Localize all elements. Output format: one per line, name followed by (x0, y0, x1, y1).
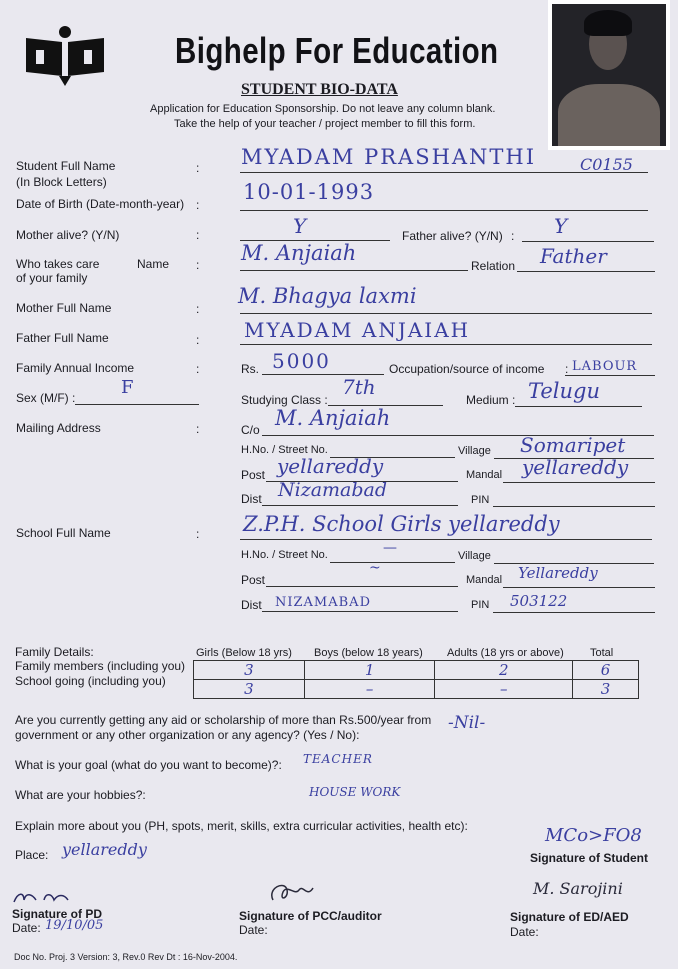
table-cell[interactable]: 3 (194, 680, 305, 699)
pd-date-value[interactable]: 19/10/05 (45, 918, 104, 933)
table-row (194, 661, 639, 680)
instruction-line-2: Take the help of your teacher / project member to fill this form. (174, 118, 476, 130)
colon: : (196, 161, 200, 175)
school-dist-label: Dist (241, 598, 262, 612)
underline (240, 270, 468, 271)
underline (240, 539, 652, 540)
co-value[interactable]: M. Anjaiah (275, 406, 391, 430)
school-hno-label: H.No. / Street No. (241, 549, 328, 561)
colon: : (196, 527, 200, 541)
family-details-title: Family Details: (15, 645, 94, 659)
school-going-label: School going (including you) (15, 674, 166, 688)
mother-name-value[interactable]: M. Bhagya laxmi (238, 284, 417, 308)
aid-question-line-2: government or any other organization or any agency? (Yes / No): (15, 728, 360, 742)
father-name-label: Father Full Name (16, 331, 109, 345)
school-post-value[interactable]: ~ (369, 560, 381, 576)
table-cell[interactable]: 2 (435, 661, 573, 680)
explain-question: Explain more about you (PH, spots, merit, skills, extra curricular activities, health etc): (15, 819, 468, 833)
underline (330, 562, 455, 563)
place-value[interactable]: yellareddy (62, 840, 147, 859)
post-value[interactable]: yellareddy (277, 454, 384, 478)
colon: : (196, 333, 200, 347)
pcc-signature-mark (265, 878, 325, 913)
post-label: Post (241, 468, 266, 482)
school-pin-label: PIN (471, 599, 490, 611)
medium-label: Medium : (466, 393, 516, 407)
underline (503, 587, 655, 588)
table-row (194, 680, 639, 699)
village-label: Village (458, 445, 491, 457)
underline (240, 210, 648, 211)
colon: : (196, 422, 200, 436)
underline (240, 344, 652, 345)
caretaker-value[interactable]: M. Anjaiah (241, 241, 357, 265)
mandal-label: Mandal (466, 469, 503, 481)
underline (493, 506, 655, 507)
colon: : (196, 228, 200, 242)
income-label: Family Annual Income (16, 361, 135, 375)
underline (240, 313, 652, 314)
doc-number: Doc No. Proj. 3 Version: 3, Rev.0 Rev Dt : 16-Nov-2004. (14, 952, 238, 962)
instruction-line-1: Application for Education Sponsorship. Do not leave any column blank. (150, 103, 496, 115)
school-pin-value[interactable]: 503122 (510, 592, 568, 610)
father-name-value[interactable]: MYADAM ANJAIAH (244, 318, 471, 342)
pd-signature-label: Signature of PD (12, 907, 103, 921)
colon: : (511, 229, 515, 243)
family-header-total: Total (590, 647, 614, 659)
caretaker-name-label: Name (137, 257, 170, 271)
father-alive-label: Father alive? (Y/N) (402, 229, 503, 243)
table-cell[interactable]: – (304, 680, 435, 699)
table-cell[interactable]: – (435, 680, 573, 699)
family-members-label: Family members (including you) (15, 659, 186, 673)
student-photo (548, 0, 670, 150)
underline (565, 375, 655, 376)
village-value[interactable]: Somaripet (520, 433, 626, 457)
caretaker-sub-label: of your family (16, 271, 88, 285)
org-logo (22, 24, 108, 88)
occupation-label: Occupation/source of income (389, 362, 545, 376)
sex-value[interactable]: F (121, 377, 134, 398)
school-post-label: Post (241, 573, 266, 587)
student-signature: MCo>FO8 (545, 825, 642, 846)
mailing-address-label: Mailing Address (16, 421, 101, 435)
school-mandal-value[interactable]: Yellareddy (518, 564, 598, 582)
caretaker-label: Who takes care (16, 257, 100, 271)
family-header-adults: Adults (18 yrs or above) (447, 647, 564, 659)
underline (517, 271, 655, 272)
aid-question-line-1: Are you currently getting any aid or scholarship of more than Rs.500/year from (15, 713, 432, 727)
pcc-date-label: Date: (239, 923, 268, 937)
aid-value[interactable]: -Nil- (448, 713, 486, 733)
place-label: Place: (15, 848, 49, 862)
relation-value[interactable]: Father (540, 244, 607, 268)
student-name-label: Student Full Name (16, 159, 116, 173)
school-hno-value[interactable]: — (383, 540, 397, 556)
family-header-boys: Boys (below 18 years) (314, 647, 423, 659)
colon: : (196, 362, 200, 376)
table-cell[interactable]: 6 (573, 661, 639, 680)
dist-label: Dist (241, 492, 262, 506)
ed-signature-label: Signature of ED/AED (510, 910, 629, 924)
hobbies-value[interactable]: HOUSE WORK (309, 785, 401, 799)
sex-label: Sex (M/F) : (16, 391, 76, 405)
student-signature-label: Signature of Student (530, 851, 648, 865)
school-mandal-label: Mandal (466, 574, 503, 586)
class-label: Studying Class : (241, 393, 328, 407)
hobbies-question: What are your hobbies?: (15, 788, 146, 802)
student-code: C0155 (580, 155, 633, 174)
hno-label: H.No. / Street No. (241, 444, 328, 456)
co-label: C/o (241, 423, 260, 437)
dist-value[interactable]: Nizamabad (278, 479, 388, 501)
medium-value[interactable]: Telugu (528, 379, 601, 403)
table-cell[interactable]: 1 (304, 661, 435, 680)
colon: : (196, 258, 200, 272)
table-cell[interactable]: 3 (194, 661, 305, 680)
colon: : (196, 198, 200, 212)
class-value[interactable]: 7th (342, 375, 376, 399)
school-village-label: Village (458, 550, 491, 562)
colon: : (565, 362, 569, 376)
mother-alive-label: Mother alive? (Y/N) (16, 228, 120, 242)
table-cell[interactable]: 3 (573, 680, 639, 699)
form-title: STUDENT BIO-DATA (241, 81, 398, 98)
underline (493, 612, 655, 613)
ed-date-label: Date: (510, 925, 539, 939)
mother-alive-value[interactable]: Y (293, 214, 307, 238)
family-table (193, 660, 639, 699)
dob-label: Date of Birth (Date-month-year) (16, 197, 185, 211)
underline (240, 172, 648, 173)
father-alive-value[interactable]: Y (554, 214, 568, 238)
income-value[interactable]: 5000 (272, 349, 331, 373)
student-name-sub-label: (In Block Letters) (16, 175, 107, 189)
underline (75, 404, 199, 405)
underline (262, 611, 458, 612)
underline (262, 505, 458, 506)
underline (266, 586, 458, 587)
dob-value[interactable]: 10-01-1993 (243, 180, 375, 204)
ed-signature: M. Sarojini (533, 879, 623, 898)
mother-name-label: Mother Full Name (16, 301, 112, 315)
school-name-label: School Full Name (16, 526, 111, 540)
school-dist-value[interactable]: NIZAMABAD (275, 595, 371, 610)
pd-date-label: Date: (12, 921, 41, 935)
student-name-value[interactable]: MYADAM PRASHANTHI (241, 145, 537, 169)
underline (515, 406, 642, 407)
goal-value[interactable]: TEACHER (303, 752, 373, 766)
income-prefix: Rs. (241, 362, 259, 376)
pin-label: PIN (471, 494, 490, 506)
colon: : (196, 302, 200, 316)
underline (522, 241, 654, 242)
school-name-value[interactable]: Z.P.H. School Girls yellareddy (243, 512, 560, 536)
family-header-girls: Girls (Below 18 yrs) (196, 647, 292, 659)
pcc-signature-label: Signature of PCC/auditor (239, 909, 382, 923)
goal-question: What is your goal (what do you want to become)?: (15, 758, 282, 772)
underline (503, 482, 655, 483)
org-name: Bighelp For Education (175, 30, 499, 71)
relation-label: Relation (471, 259, 516, 273)
mandal-value[interactable]: yellareddy (522, 455, 629, 479)
occupation-value[interactable]: LABOUR (572, 359, 638, 374)
